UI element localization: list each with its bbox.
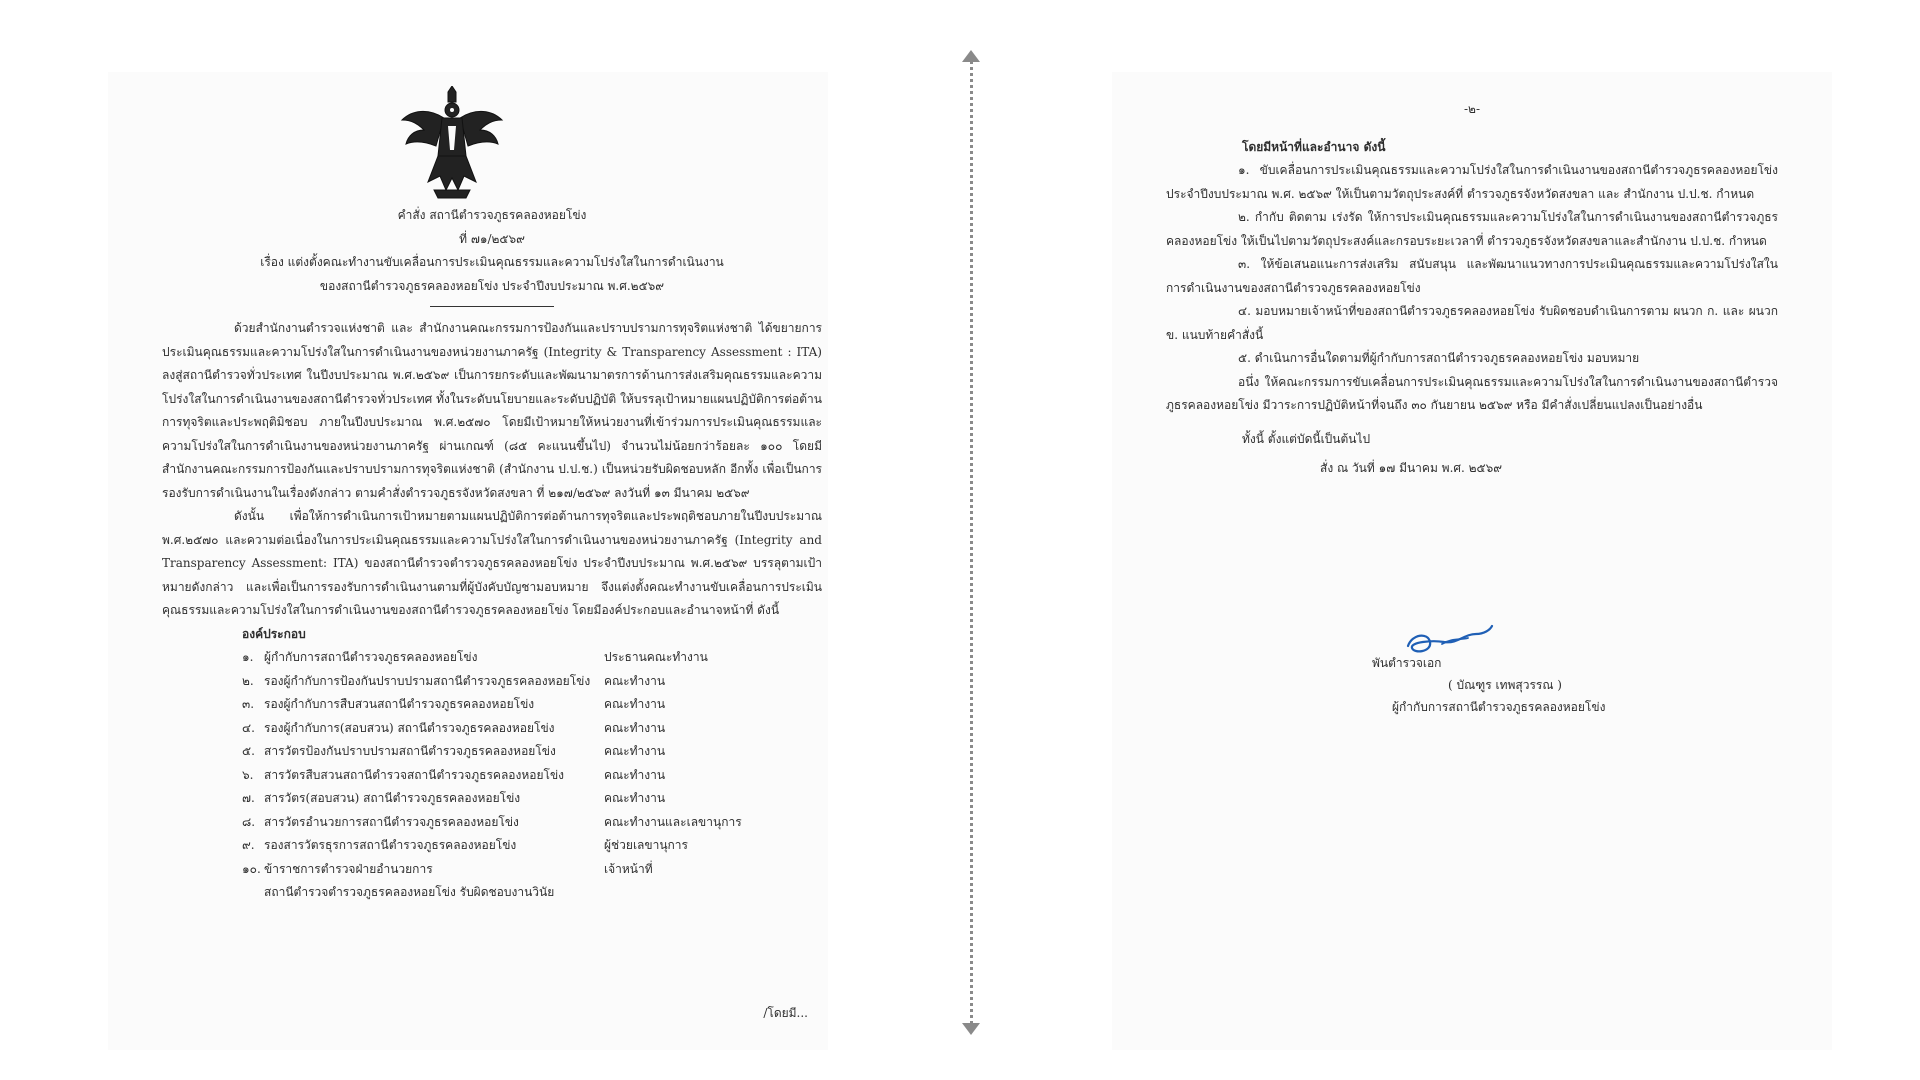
duties-heading: โดยมีหน้าที่และอำนาจ ดังนี้ [1242,139,1386,154]
order-number: ที่ ๗๑/๒๕๖๙ [459,231,525,246]
member-row [162,646,822,670]
page-split-divider[interactable] [970,56,973,1030]
order-date: สั่ง ณ วันที่ ๑๗ มีนาคม พ.ศ. ๒๕๖๙ [1320,461,1503,475]
order-header [162,204,822,905]
member-role: คณะทำงาน [604,673,666,688]
composition-heading: องค์ประกอบ [242,626,306,641]
member-row [162,693,822,717]
member-row [162,764,822,788]
duty-item: ๕. ดำเนินการอื่นใดตามที่ผู้กำกับการสถานีตำรวจภูธรคลองหอยโข่ง มอบหมาย [1238,351,1640,365]
member-number: ๖. [242,767,254,782]
member-10-continuation: สถานีตำรวจตำรวจภูธรคลองหอยโข่ง รับผิดชอบงานวินัย [264,885,555,899]
term-paragraph: อนึ่ง ให้คณะกรรมการขับเคลื่อนการประเมินคุณธรรมและความโปร่งใสในการดำเนินงานของสถานีตำรวจภูธรคลองหอยโข่ง มีวาระการปฏิบัติหน้าที่จนถึง ๓๐ กันยายน ๒๕๖๙ หรือ มีคำสั่งเปลี่ยนแปลงเป็นอย่างอื่น [1166,374,1778,412]
member-number: ๒. [242,673,254,688]
member-row [162,670,822,694]
document-page-1 [108,72,828,1050]
member-role: คณะทำงานและเลขานุการ [604,814,742,829]
member-number: ๕. [242,744,255,758]
member-role: ประธานคณะทำงาน [604,650,708,664]
order-subject-line-2: ของสถานีตำรวจภูธรคลองหอยโข่ง ประจำปีงบประมาณ พ.ศ.๒๕๖๙ [319,278,665,293]
order-title: คำสั่ง สถานีตำรวจภูธรคลองหอยโข่ง [397,208,587,222]
member-role: คณะทำงาน [604,791,666,805]
duty-item: ๒. กำกับ ติดตาม เร่งรัด ให้การประเมินคุณธรรมและความโปร่งใสในการดำเนินงานของสถานีตำรวจภูธรคลองหอยโข่ง ให้เป็นไปตามวัตถุประสงค์และกรอบระยะเวลาที่ ตำรวจภูธรจังหวัดสงขลาและสำนักงาน ป.ป.ช. กำหนด [1166,210,1778,248]
member-row [162,858,822,882]
member-number: ๑. [242,650,254,664]
member-name: ข้าราชการตำรวจฝ่ายอำนวยการ [264,861,433,876]
member-number: ๙. [242,838,255,852]
arrow-down-icon[interactable] [962,1023,980,1035]
arrow-up-icon[interactable] [962,50,980,62]
page-number: -๒- [1463,102,1481,116]
member-name: รองผู้กำกับการ(สอบสวน) สถานีตำรวจภูธรคลองหอยโข่ง [264,720,555,735]
member-role: เจ้าหน้าที่ [604,861,653,876]
duty-item: ๓. ให้ข้อเสนอแนะการส่งเสริม สนับสนุน และพัฒนาแนวทางการประเมินคุณธรรมและความโปร่งใสในการดำเนินงานของสถานีตำรวจภูธรคลองหอยโข่ง [1166,257,1778,295]
member-row [162,717,822,741]
continued-marker: /โดยมี... [763,1006,808,1020]
member-role: คณะทำงาน [604,767,666,782]
body-paragraph-1: ด้วยสำนักงานตำรวจแห่งชาติ และ สำนักงานคณะกรรมการป้องกันและปราบปรามการทุจริตแห่งชาติ ได้ขยายการประเมินคุณธรรมและความโปร่งใสในการดำเนินงานของหน่วยงานภาครัฐ (Integrity & Transparency Assessment : ITA) ลงสู่สถานีตำรวจทั่วประเทศ ในปีงบประมาณ พ.ศ.๒๕๖๙ เป็นการยกระดับและพัฒนามาตรการด้านการส่งเสริมคุณธรรมและความโปร่งใสในการดำเนินงานของสถานีตำรวจทั่วประเทศ ทั้งในระดับนโยบายและระดับปฏิบัติ ให้บรรลุเป้าหมายแผนปฏิบัติการต่อต้านการทุจริตและประพฤติมิชอบ ภายในปีงบประมาณ พ.ศ.๒๕๗๐ โดยมีเป้าหมายให้หน่วยงานที่เข้าร่วมการประเมินคุณธรรมและความโปร่งใสในการดำเนินงานของหน่วยงานภาครัฐ ผ่านเกณฑ์ (๘๕ คะแนนขึ้นไป) จำนวนไม่น้อยกว่าร้อยละ ๑๐๐ โดยมีสำนักงานคณะกรรมการป้องกันและปราบปรามการทุจริตแห่งชาติ (สำนักงาน ป.ป.ช.) เป็นหน่วยรับผิดชอบหลัก อีกทั้ง เพื่อเป็นการรองรับการดำเนินงานในเรื่องดังกล่าว ตามคำสั่งตำรวจภูธรจังหวัดสงขลา ที่ ๒๑๗/๒๕๖๙ ลงวันที่ ๑๓ มีนาคม ๒๕๖๙ [162,321,823,500]
page-2-content [1166,98,1778,481]
order-subject-line-1: เรื่อง แต่งตั้งคณะทำงานขับเคลื่อนการประเมินคุณธรรมและความโปร่งใสในการดำเนินงาน [260,255,724,269]
divider-rule [430,306,554,307]
signer-rank: พันตำรวจเอก [1372,656,1442,670]
member-name: สารวัตร(สอบสวน) สถานีตำรวจภูธรคลองหอยโข่ง [264,791,521,805]
member-name: สารวัตรป้องกันปราบปรามสถานีตำรวจภูธรคลองหอยโข่ง [264,744,556,758]
member-number: ๔. [242,720,255,735]
member-name: สารวัตรสืบสวนสถานีตำรวจสถานีตำรวจภูธรคลองหอยโข่ง [264,767,565,782]
member-number: ๓. [242,697,255,711]
member-role: ผู้ช่วยเลขานุการ [604,838,688,852]
body-paragraph-2: ดังนั้น เพื่อให้การดำเนินการเป้าหมายตามแผนปฏิบัติการต่อต้านการทุจริตและประพฤติชอบภายในปีงบประมาณ พ.ศ.๒๕๗๐ และความต่อเนื่องในการประเมินคุณธรรมและความโปร่งใสในการดำเนินงานของหน่วยงานภาครัฐ (Integrity and Transparency Assessment: ITA) ของสถานีตำรวจตำรวจภูธรคลองหอยโข่ง ประจำปีงบประมาณ พ.ศ.๒๕๖๙ บรรลุตามเป้าหมายดังกล่าว และเพื่อเป็นการรองรับการดำเนินงานตามที่ผู้บังคับบัญชามอบหมาย จึงแต่งตั้งคณะทำงานขับเคลื่อนการประเมินคุณธรรมและความโปร่งใสในการดำเนินงานของสถานีตำรวจภูธรคลองหอยโข่ง โดยมีองค์ประกอบและอำนาจหน้าที่ ดังนี้ [162,509,822,617]
member-list [162,646,822,905]
member-name: รองผู้กำกับการสืบสวนสถานีตำรวจภูธรคลองหอยโข่ง [264,697,535,711]
garuda-emblem-icon [398,86,506,200]
signer-name: ( บัณฑูร เทพสุวรรณ ) [1448,678,1562,692]
member-row [162,787,822,811]
signer-title: ผู้กำกับการสถานีตำรวจภูธรคลองหอยโข่ง [1392,700,1606,714]
member-name: รองผู้กำกับการป้องกันปราบปรามสถานีตำรวจภูธรคลองหอยโข่ง [264,673,591,688]
document-page-2 [1112,72,1832,1050]
member-number: ๘. [242,814,256,829]
member-row [162,811,822,835]
duty-item: ๑. ขับเคลื่อนการประเมินคุณธรรมและความโปร่งใสในการดำเนินงานของสถานีตำรวจภูธรคลองหอยโข่งประจำปีงบประมาณ พ.ศ. ๒๕๖๙ ให้เป็นตามวัตถุประสงค์ที่ ตำรวจภูธรจังหวัดสงขลา และ สำนักงาน ป.ป.ช. กำหนด [1166,163,1778,201]
member-role: คณะทำงาน [604,744,666,758]
member-name: รองสารวัตรธุรการสถานีตำรวจภูธรคลองหอยโข่ง [264,838,517,852]
member-row [162,740,822,764]
member-role: คณะทำงาน [604,697,666,711]
duty-item: ๔. มอบหมายเจ้าหน้าที่ของสถานีตำรวจภูธรคลองหอยโข่ง รับผิดชอบดำเนินการตาม ผนวก ก. และ ผนวก ข. แนบท้ายคำสั่งนี้ [1166,304,1778,342]
member-name: สารวัตรอำนวยการสถานีตำรวจภูธรคลองหอยโข่ง [264,814,519,829]
member-number: ๗. [242,791,255,805]
member-name: ผู้กำกับการสถานีตำรวจภูธรคลองหอยโข่ง [264,650,478,664]
member-role: คณะทำงาน [604,720,666,735]
member-number: ๑๐. [242,861,261,876]
member-row [162,834,822,858]
effective-statement: ทั้งนี้ ตั้งแต่บัดนี้เป็นต้นไป [1242,431,1371,446]
